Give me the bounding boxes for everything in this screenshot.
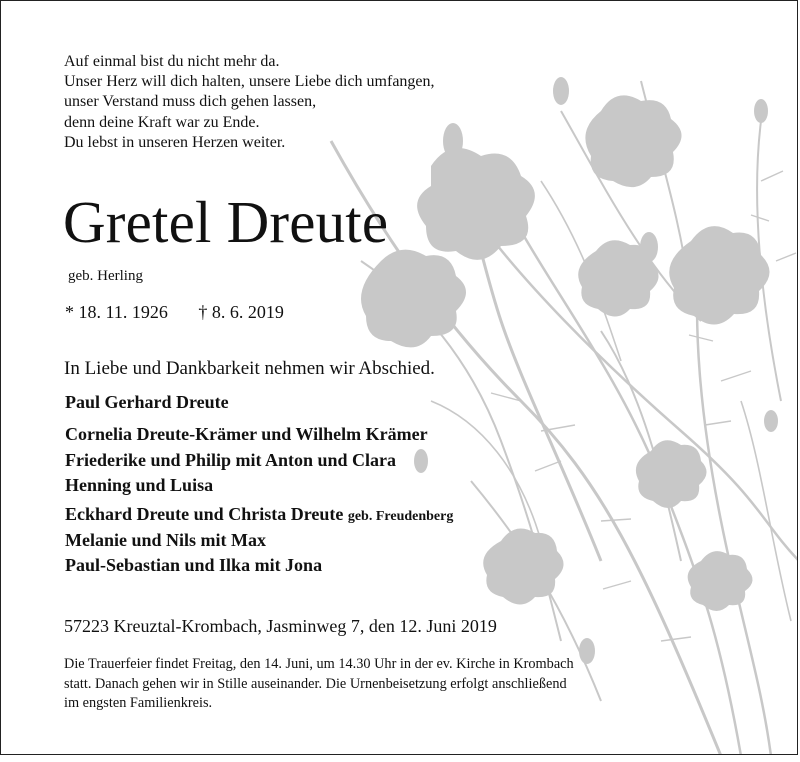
- mourner-names: Eckhard Dreute und Christa Dreute: [65, 504, 344, 524]
- place-and-date: 57223 Kreuztal-Krombach, Jasminweg 7, den 12. Juni 2019: [64, 616, 497, 636]
- poem-line: denn deine Kraft war zu Ende.: [64, 113, 260, 131]
- notice-line: im engsten Familienkreis.: [64, 695, 213, 711]
- mourners-group-1: [65, 390, 229, 416]
- life-dates: [65, 301, 284, 323]
- mourner-line: Paul-Sebastian und Ilka mit Jona: [65, 555, 323, 575]
- poem: [64, 52, 435, 153]
- mourners-group-3: [65, 502, 453, 579]
- mourner-line: Friederike und Philip mit Anton und Clara: [65, 449, 397, 470]
- mourners-group-2: [65, 422, 428, 499]
- poem-line: Du lebst in unseren Herzen weiter.: [64, 133, 286, 151]
- mourner-line: Paul Gerhard Dreute: [65, 392, 229, 412]
- deceased-name: Gretel Dreute: [63, 189, 389, 255]
- poem-line: unser Verstand muss dich gehen lassen,: [64, 93, 317, 111]
- funeral-notice: [64, 655, 574, 714]
- farewell-line: In Liebe und Dankbarkeit nehmen wir Abschied.: [64, 358, 435, 379]
- mourner-maiden-name: geb. Freudenberg: [347, 509, 454, 524]
- poem-line: Unser Herz will dich halten, unsere Liebe dich umfangen,: [64, 73, 435, 91]
- maiden-name: geb. Herling: [68, 268, 143, 284]
- mourner-line: Melanie und Nils mit Max: [65, 529, 266, 550]
- mourner-line: Henning und Luisa: [65, 475, 214, 495]
- page-margin: [0, 755, 800, 762]
- notice-line: Die Trauerfeier findet Freitag, den 14. Juni, um 14.30 Uhr in der ev. Kirche in Krombach: [64, 656, 574, 672]
- mourner-line: Cornelia Dreute-Krämer und Wilhelm Krämer: [65, 424, 428, 444]
- notice-line: statt. Danach gehen wir in Stille auseinander. Die Urnenbeisetzung erfolgt anschließend: [64, 675, 567, 692]
- mourner-line: [65, 502, 453, 528]
- death-date: † 8. 6. 2019: [198, 302, 284, 322]
- poem-line: Auf einmal bist du nicht mehr da.: [64, 53, 280, 70]
- birth-date: * 18. 11. 1926: [65, 302, 168, 322]
